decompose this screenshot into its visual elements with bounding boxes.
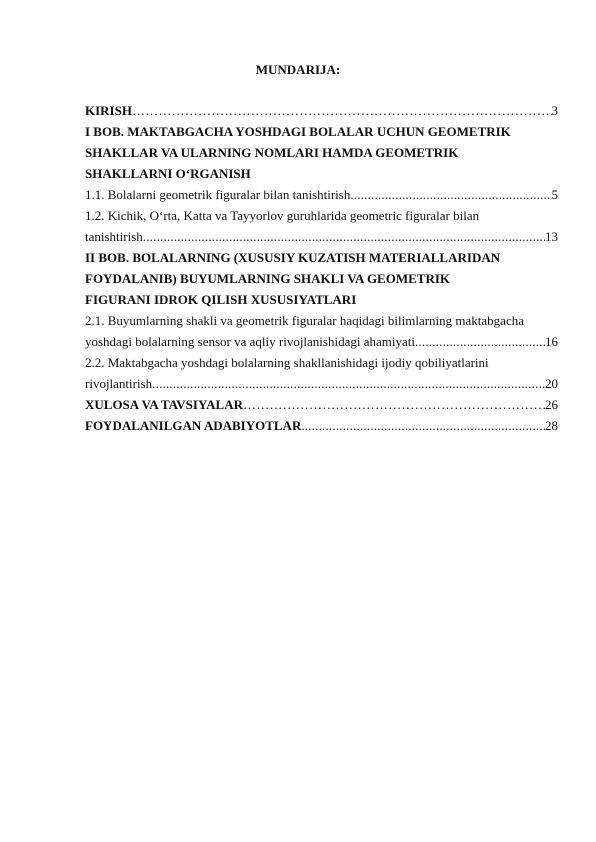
toc-page-number: 20 [545, 376, 558, 391]
table-of-contents [85, 100, 558, 436]
toc-page-number: 26 [545, 397, 558, 412]
toc-chapter-1-line-2: SHAKLLAR VA ULARNING NOMLARI HAMDA GEOMETRIK [85, 145, 459, 160]
toc-entry-1-1 [85, 184, 558, 205]
toc-entry-xulosa [85, 394, 558, 415]
toc-page-number: 5 [551, 187, 558, 202]
toc-chapter-1-line-1: I BOB. MAKTABGACHA YOSHDAGI BOLALAR UCHUN GEOMETRIK [85, 124, 511, 139]
toc-entry-1-2-line-1: 1.2. Kichik, O‘rta, Katta va Tayyorlov guruhlarida geometric figuralar bilan [85, 208, 480, 223]
toc-chapter-2-line-1: II BOB. BOLALARNING (XUSUSIY KUZATISH MATERIALLARIDAN [85, 250, 501, 265]
toc-chapter-2-line-3: FIGURANI IDROK QILISH XUSUSIYATLARI [85, 292, 357, 307]
toc-entry-2-2-line-1: 2.2. Maktabgacha yoshdagi bolalarning shakllanishidagi ijodiy qobiliyatlarini [85, 355, 489, 370]
dot-leader [301, 415, 545, 436]
dot-leader [143, 226, 545, 247]
dot-leader [350, 184, 551, 205]
toc-entry-kirish [85, 100, 558, 121]
toc-entry-label: XULOSA VA TAVSIYALAR [85, 397, 243, 412]
toc-page-number: 16 [545, 334, 558, 349]
dot-leader [152, 373, 545, 394]
toc-entry-1-2-line-2 [85, 226, 558, 247]
toc-entry-label: rivojlantirish [85, 376, 153, 391]
toc-entry-label: 1.1. Bolalarni geometrik figuralar bilan tanishtirish [85, 187, 351, 202]
toc-page-number: 28 [545, 418, 558, 433]
toc-entry-2-1-line-1: 2.1. Buyumlarning shakli va geometrik figuralar haqidagi bilimlarning maktabgacha [85, 313, 524, 328]
toc-entry-label: KIRISH [85, 103, 132, 118]
dot-leader [243, 394, 545, 415]
toc-chapter-2-line-2: FOYDALANIB) BUYUMLARNING SHAKLI VA GEOMETRIK [85, 271, 451, 286]
toc-chapter-1-line-3: SHAKLLARNI O‘RGANISH [85, 166, 251, 181]
toc-page-number: 13 [545, 229, 558, 244]
toc-entry-adabiyotlar [85, 415, 558, 436]
toc-entry-2-1-line-2 [85, 331, 558, 352]
dot-leader [415, 331, 545, 352]
page-title: MUNDARIJA: [255, 62, 341, 77]
toc-entry-label: yoshdagi bolalarning sensor va aqliy rivojlanishidagi ahamiyati [85, 334, 415, 349]
toc-entry-label: FOYDALANILGAN ADABIYOTLAR [85, 418, 302, 433]
toc-entry-2-2-line-2 [85, 373, 558, 394]
toc-entry-label: tanishtirish [85, 229, 143, 244]
toc-page-number: 3 [551, 103, 558, 118]
dot-leader [132, 100, 552, 121]
